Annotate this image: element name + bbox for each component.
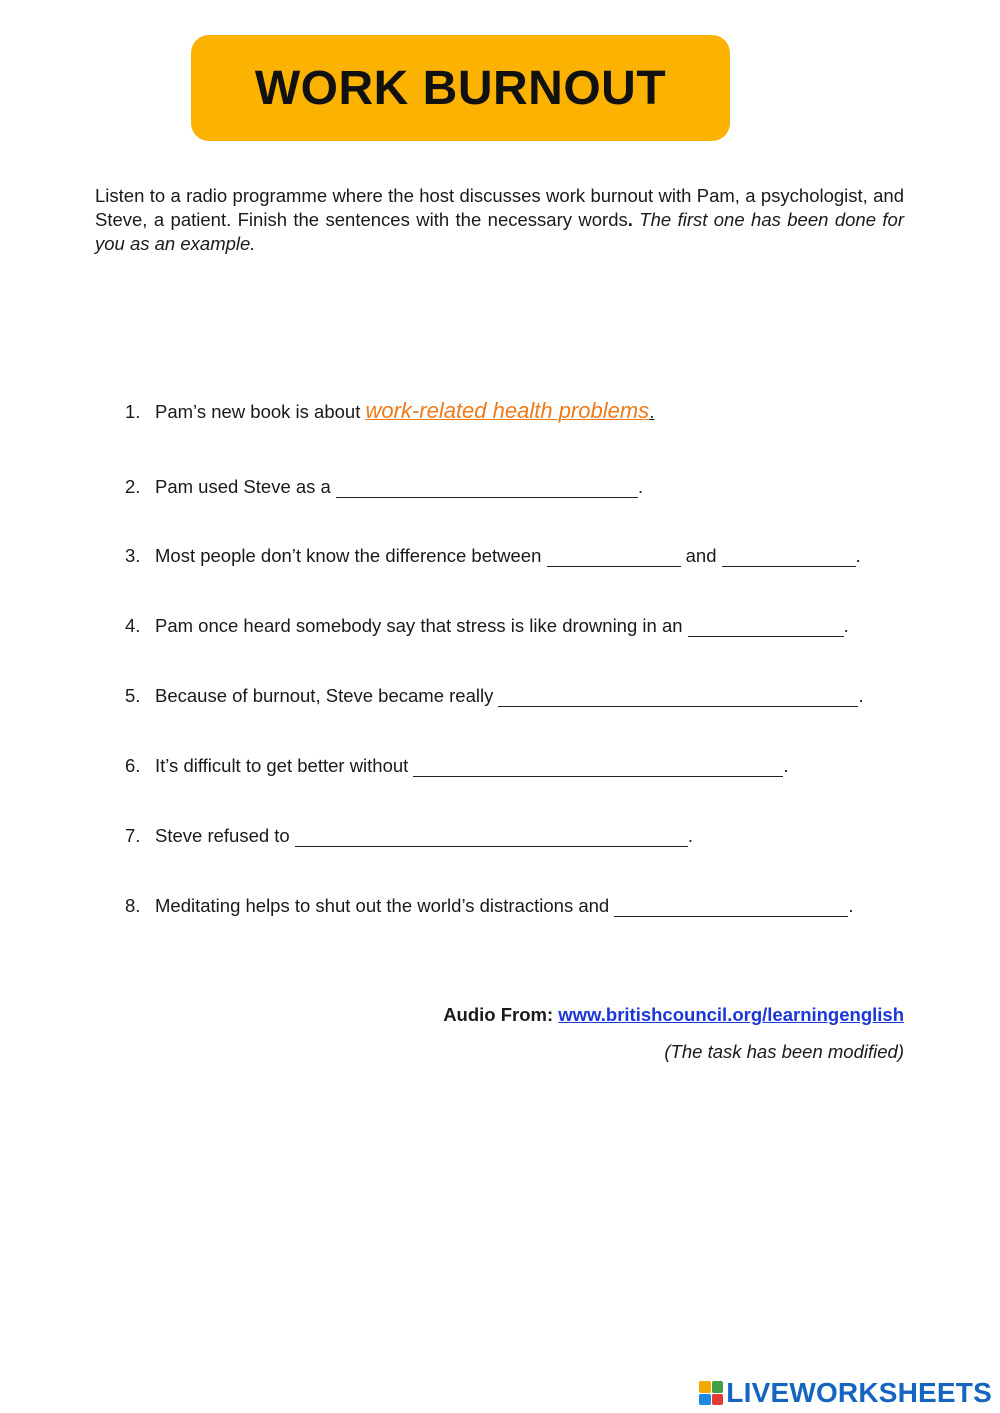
question-number: 3. <box>125 545 141 566</box>
question-6 <box>125 755 789 777</box>
question-2 <box>125 476 643 498</box>
question-end: . <box>858 685 864 706</box>
question-text: Steve refused to <box>155 825 295 846</box>
answer-input-6[interactable] <box>413 756 783 777</box>
logo-text: LIVEWORKSHEETS <box>726 1377 992 1408</box>
question-3 <box>125 545 861 567</box>
question-text: Pam once heard somebody say that stress is like drowning in an <box>155 615 688 636</box>
question-text: Most people don’t know the difference between <box>155 545 547 566</box>
question-text: Pam used Steve as a <box>155 476 336 497</box>
instructions-text: Listen to a radio programme where the host discusses work burnout with Pam, a psychologist, and Steve, a patient. Finish the sentences with the necessary words <box>95 185 904 230</box>
question-end: . <box>638 476 644 497</box>
audio-label: Audio From: <box>443 1004 559 1025</box>
question-8 <box>125 895 853 917</box>
question-number: 5. <box>125 685 141 706</box>
liveworksheets-logo-icon <box>699 1381 723 1405</box>
title-banner <box>191 35 730 141</box>
answer-input-7[interactable] <box>295 826 688 847</box>
question-number: 1. <box>125 401 141 422</box>
question-number: 8. <box>125 895 141 916</box>
question-middle: and <box>680 545 722 566</box>
question-end: . <box>649 401 655 422</box>
audio-source <box>443 1004 904 1026</box>
question-text: Pam’s new book is about <box>155 401 366 422</box>
answer-input-3a[interactable] <box>547 546 681 567</box>
answer-input-3b[interactable] <box>722 546 856 567</box>
example-answer: work-related health problems <box>365 398 650 423</box>
page-title: WORK BURNOUT <box>254 61 667 115</box>
answer-input-8[interactable] <box>614 896 848 917</box>
answer-input-4[interactable] <box>688 616 844 637</box>
question-end: . <box>848 895 854 916</box>
question-5 <box>125 685 864 707</box>
question-text: Because of burnout, Steve became really <box>155 685 499 706</box>
question-text: It’s difficult to get better without <box>155 755 414 776</box>
question-end: . <box>843 615 849 636</box>
question-number: 7. <box>125 825 141 846</box>
question-end: . <box>855 545 861 566</box>
question-number: 6. <box>125 755 141 776</box>
question-end: . <box>783 755 789 776</box>
instructions <box>95 184 904 256</box>
liveworksheets-logo <box>699 1378 992 1408</box>
question-number: 2. <box>125 476 141 497</box>
audio-link[interactable]: www.britishcouncil.org/learningenglish <box>558 1004 904 1025</box>
question-number: 4. <box>125 615 141 636</box>
question-end: . <box>687 825 694 846</box>
question-4 <box>125 615 849 637</box>
question-7 <box>125 825 693 847</box>
answer-input-2[interactable] <box>336 477 638 498</box>
instructions-example-note: The first one has been done for you as an example. <box>95 209 904 254</box>
instructions-period: . <box>627 209 633 230</box>
modified-note: (The task has been modified) <box>664 1041 904 1062</box>
answer-input-5[interactable] <box>498 686 858 707</box>
question-text: Meditating helps to shut out the world’s distractions and <box>155 895 615 916</box>
question-1 <box>125 398 654 424</box>
